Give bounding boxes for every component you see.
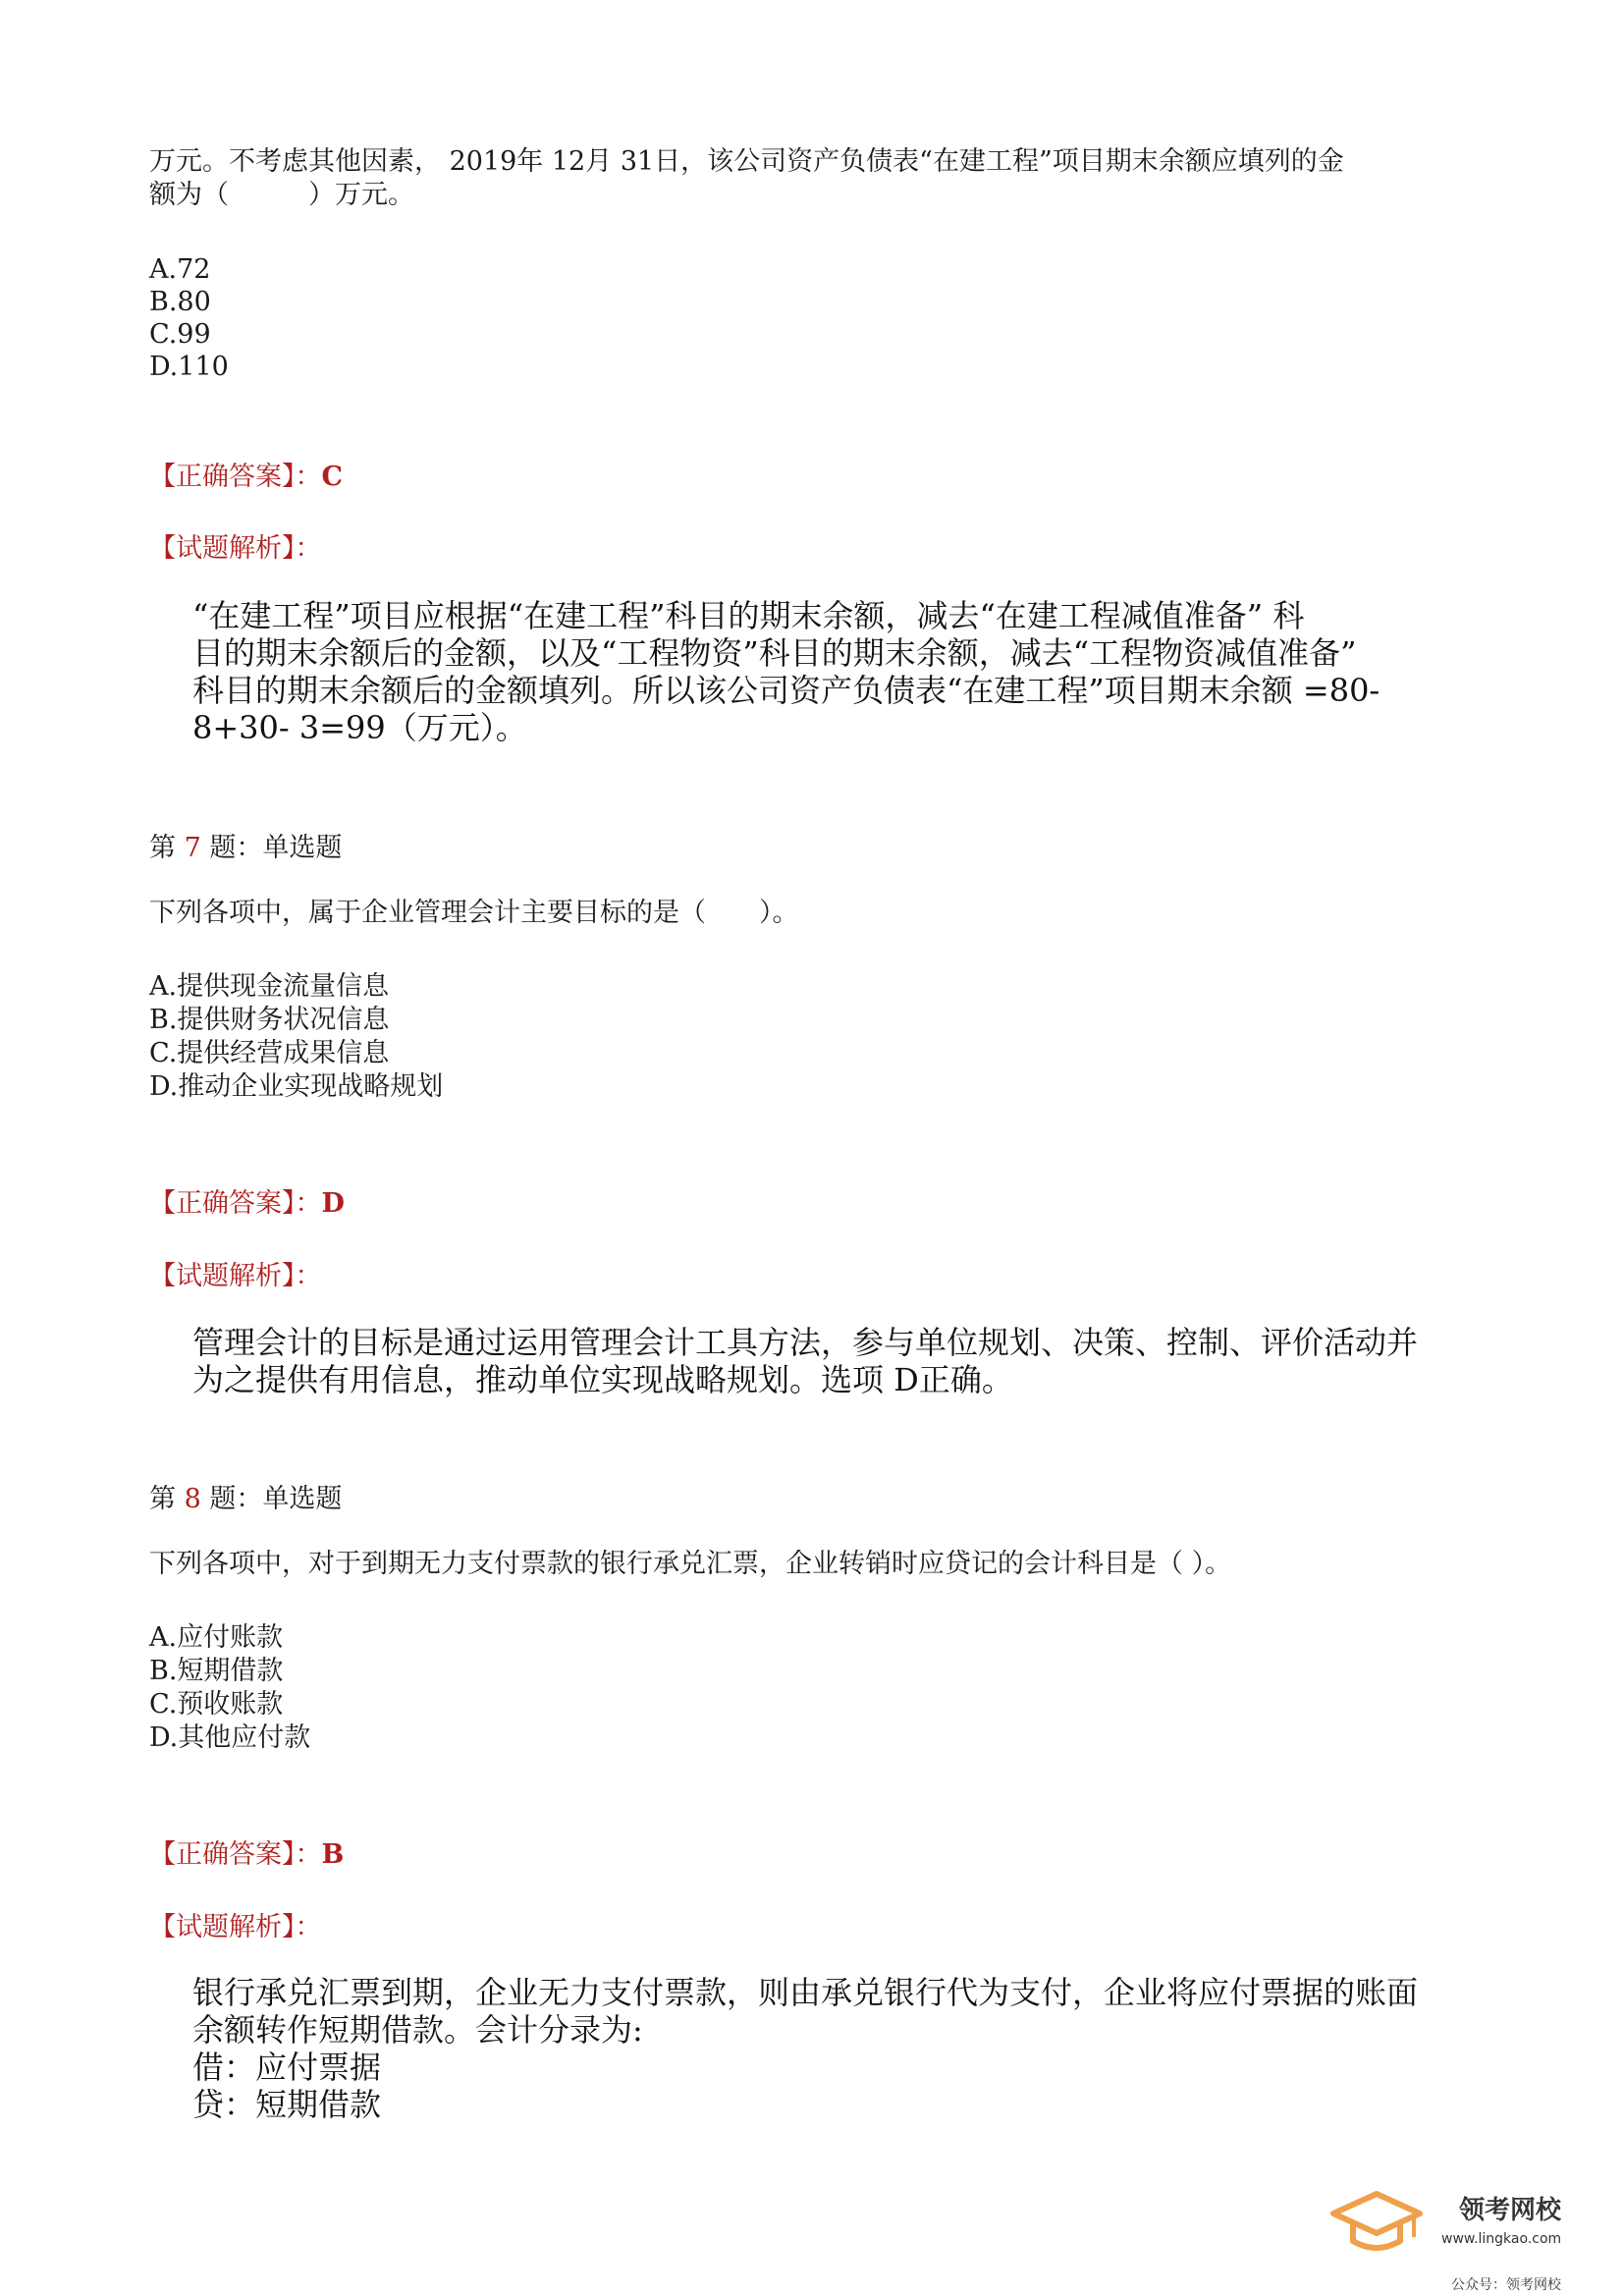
q8-title-suffix: 题：单选题	[209, 1484, 343, 1514]
q7-stem: 下列各项中，属于企业管理会计主要目标的是（ ）。	[149, 898, 799, 928]
q7-option-b: B.提供财务状况信息	[149, 1005, 390, 1035]
q6-stem-line-1: 万元。不考虑其他因素， 2019年 12月 31日，该公司资产负债表“在建工程”项目期末余额应填列的金	[149, 146, 1344, 177]
q6-option-c: C.99	[149, 319, 211, 350]
q6-option-d: D.110	[149, 352, 229, 382]
q8-answer-label: 【正确答案】：	[149, 1839, 322, 1870]
q7-answer-row	[149, 1181, 345, 1220]
q7-analysis-line-1: 管理会计的目标是通过运用管理会计工具方法，参与单位规划、决策、控制、评价活动并	[192, 1324, 1419, 1361]
q8-answer: B	[321, 1839, 345, 1870]
q8-analysis-line-1: 银行承兑汇票到期，企业无力支付票款，则由承兑银行代为支付，企业将应付票据的账面	[192, 1974, 1419, 2011]
q7-answer-label: 【正确答案】：	[149, 1188, 322, 1219]
q8-stem: 下列各项中，对于到期无力支付票款的银行承兑汇票，企业转销时应贷记的会计科目是（ ）。	[149, 1549, 1232, 1579]
q7-analysis-label: 【试题解析】：	[149, 1261, 322, 1291]
q7-title	[149, 826, 342, 864]
q8-number: 8	[184, 1484, 201, 1514]
q6-answer-label: 【正确答案】：	[149, 462, 322, 492]
q7-answer: D	[321, 1188, 345, 1219]
graduation-cap-icon	[1327, 2188, 1426, 2259]
footer-url: www.lingkao.com	[1441, 2231, 1562, 2247]
q8-analysis-line-2: 余额转作短期借款。会计分录为:	[192, 2011, 643, 2049]
q8-option-b: B.短期借款	[149, 1656, 284, 1686]
q6-stem-line-2: 额为（ ）万元。	[149, 180, 414, 210]
q6-answer-row	[149, 455, 343, 493]
q6-analysis-line-3: 科目的期末余额后的金额填列。所以该公司资产负债表“在建工程”项目期末余额 =80-	[192, 672, 1380, 709]
q7-option-a: A.提供现金流量信息	[149, 971, 390, 1002]
q6-analysis-line-1: “在建工程”项目应根据“在建工程”科目的期末余额，减去“在建工程减值准备” 科	[192, 597, 1305, 634]
q8-title	[149, 1477, 342, 1515]
q6-option-b: B.80	[149, 287, 211, 317]
q8-option-c: C.预收账款	[149, 1689, 284, 1720]
q8-title-prefix: 第	[149, 1484, 176, 1514]
footer-wechat: 公众号：领考网校	[1451, 2277, 1561, 2293]
q8-answer-row	[149, 1832, 344, 1871]
q8-option-a: A.应付账款	[149, 1622, 284, 1653]
q8-option-d: D.其他应付款	[149, 1722, 311, 1753]
q8-analysis-label: 【试题解析】：	[149, 1912, 322, 1942]
q8-analysis-line-3: 借：应付票据	[192, 2049, 382, 2086]
footer-brand: 领考网校	[1459, 2196, 1562, 2225]
q6-answer: C	[321, 462, 343, 492]
q6-analysis-label: 【试题解析】：	[149, 533, 322, 564]
q7-title-prefix: 第	[149, 833, 176, 863]
q7-option-c: C.提供经营成果信息	[149, 1038, 390, 1068]
q7-option-d: D.推动企业实现战略规划	[149, 1071, 444, 1102]
q7-number: 7	[184, 833, 201, 863]
q6-option-a: A.72	[149, 254, 211, 285]
q8-analysis-line-4: 贷：短期借款	[192, 2086, 382, 2123]
q7-analysis-line-2: 为之提供有用信息，推动单位实现战略规划。选项 D正确。	[192, 1361, 1013, 1398]
q6-analysis-line-4: 8+30- 3=99（万元）。	[192, 709, 527, 746]
q7-title-suffix: 题：单选题	[209, 833, 343, 863]
q6-analysis-line-2: 目的期末余额后的金额，以及“工程物资”科目的期末余额，减去“工程物资减值准备”	[192, 634, 1357, 672]
